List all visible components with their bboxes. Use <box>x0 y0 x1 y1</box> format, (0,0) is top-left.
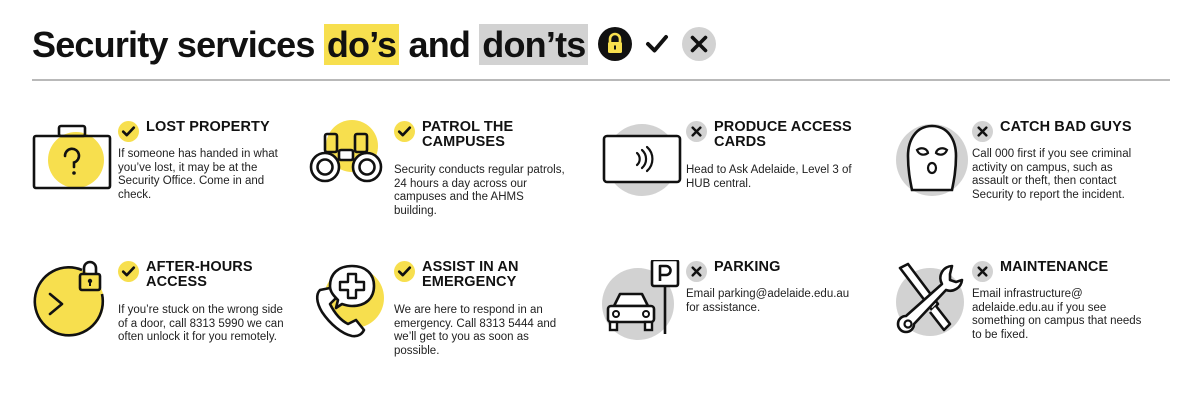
contactless-card-icon <box>600 120 686 206</box>
title-dos-highlight: do’s <box>324 24 399 65</box>
card-description: If someone has handed in what you’ve lost, it may be at the Security Office. Come in and check. <box>118 148 278 201</box>
card-heading <box>394 260 574 290</box>
check-badge-icon <box>394 121 415 142</box>
card-heading <box>118 260 298 290</box>
card-heading-text: MAINTENANCE <box>1000 259 1109 275</box>
car-parking-sign-icon <box>600 260 686 346</box>
cross-badge-icon <box>972 121 993 142</box>
card-heading <box>118 120 298 142</box>
title-icons <box>598 27 716 61</box>
card-assist-in-an-emergency <box>308 260 578 390</box>
check-icon <box>642 29 672 59</box>
binoculars-icon <box>308 120 394 206</box>
cross-icon <box>682 27 716 61</box>
card-heading-text: AFTER-HOURS ACCESS <box>146 259 253 290</box>
cross-badge-icon <box>686 261 707 282</box>
card-heading-text: PARKING <box>714 259 781 275</box>
header-divider <box>32 79 1170 81</box>
title-start: Security services <box>32 24 324 65</box>
card-heading <box>972 120 1152 142</box>
card-catch-bad-guys <box>886 120 1156 250</box>
wrench-screwdriver-icon <box>886 260 972 346</box>
balaclava-icon <box>886 120 972 206</box>
card-description: Email parking@adelaide.edu.au for assistance. <box>686 288 850 314</box>
title-mid: and <box>399 24 480 65</box>
card-heading <box>686 260 866 282</box>
card-description: Email infrastructure@ adelaide.edu.au if you see something on campus that needs to be fixed. <box>972 288 1142 341</box>
cross-badge-icon <box>972 261 993 282</box>
card-description: If you’re stuck on the wrong side of a door, call 8313 5990 we can often unlock it for you remotely. <box>118 304 284 343</box>
card-heading-text: LOST PROPERTY <box>146 119 270 135</box>
card-maintenance <box>886 260 1156 390</box>
check-badge-icon <box>118 261 139 282</box>
card-heading <box>972 260 1152 282</box>
card-description: Head to Ask Adelaide, Level 3 of HUB central. <box>686 164 852 190</box>
card-patrol-the-campuses <box>308 120 578 250</box>
cross-badge-icon <box>686 121 707 142</box>
check-badge-icon <box>394 261 415 282</box>
card-heading <box>686 120 866 150</box>
card-description: Call 000 first if you see criminal activity on campus, such as assault or theft, then contact Security to report the incident. <box>972 148 1132 201</box>
card-heading-text: CATCH BAD GUYS <box>1000 119 1132 135</box>
phone-medical-cross-icon <box>308 260 394 346</box>
card-description: Security conducts regular patrols, 24 hours a day across our campuses and the AHMS building. <box>394 164 565 217</box>
card-description: We are here to respond in an emergency. Call 8313 5444 and we’ll get to you as soon as possible. <box>394 304 557 357</box>
padlock-icon <box>598 27 632 61</box>
page-title <box>32 26 588 64</box>
card-after-hours-access <box>32 260 302 390</box>
card-lost-property <box>32 120 302 250</box>
briefcase-question-icon <box>32 120 118 206</box>
card-heading-text: PRODUCE ACCESS CARDS <box>714 119 852 150</box>
card-heading-text: PATROL THE CAMPUSES <box>422 119 514 150</box>
clock-padlock-icon <box>32 260 118 346</box>
card-parking <box>600 260 870 390</box>
check-badge-icon <box>118 121 139 142</box>
card-heading-text: ASSIST IN AN EMERGENCY <box>422 259 519 290</box>
card-produce-access-cards <box>600 120 870 250</box>
card-heading <box>394 120 574 150</box>
title-donts-highlight: don’ts <box>479 24 588 65</box>
